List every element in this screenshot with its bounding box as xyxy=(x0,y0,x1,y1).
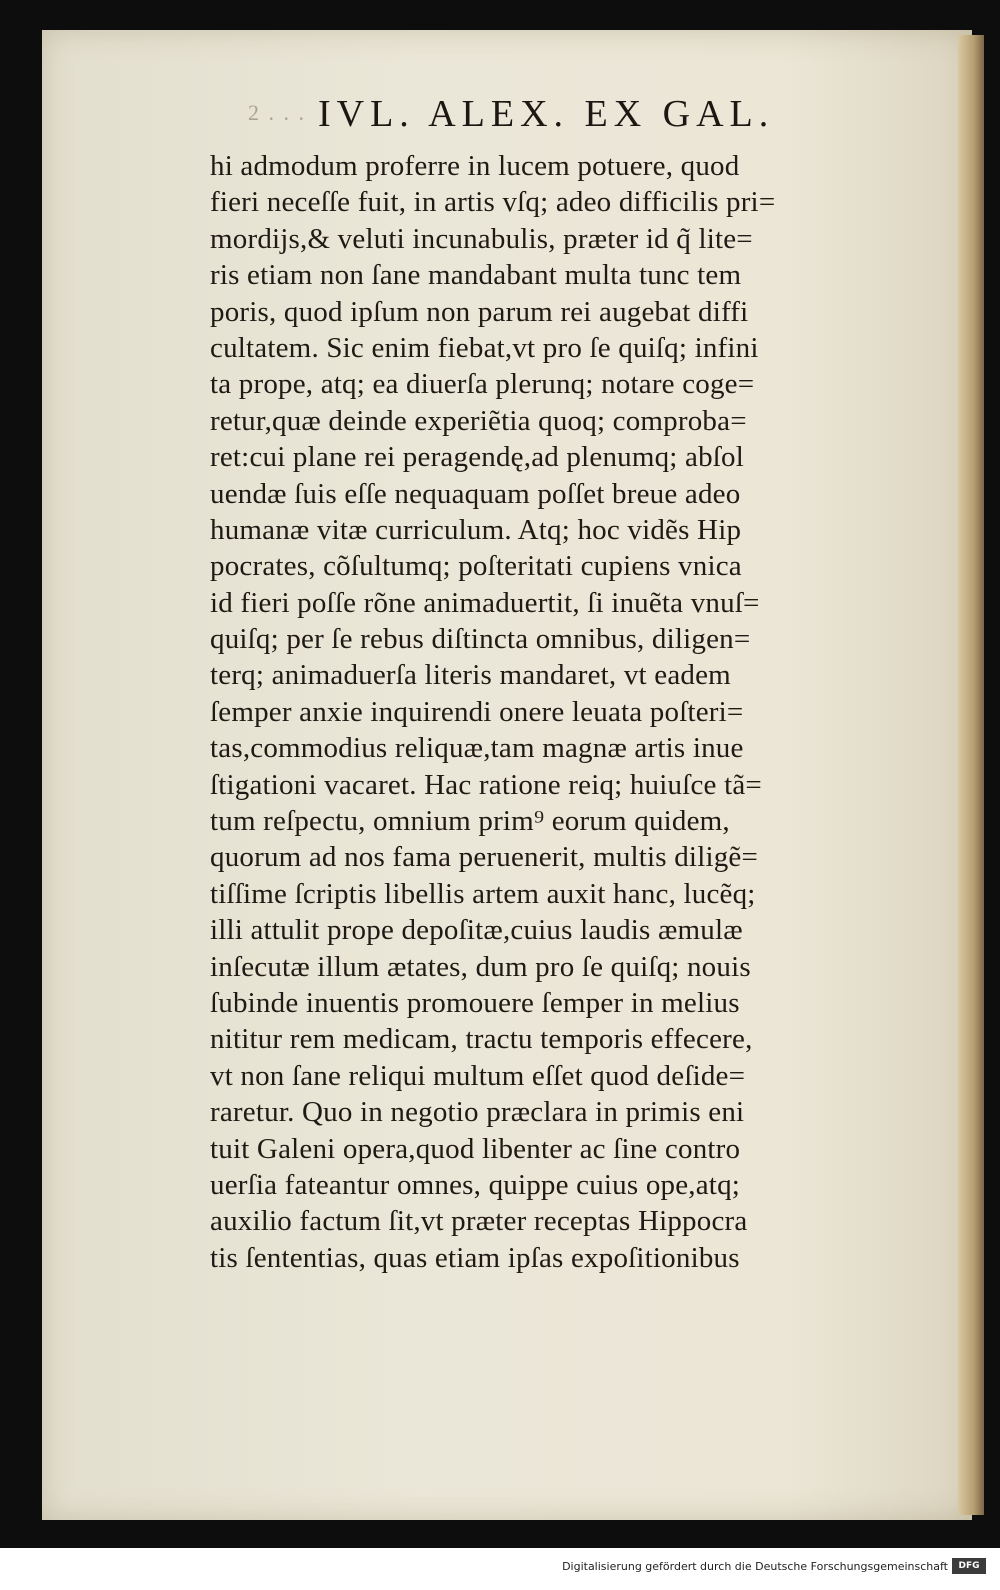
text-line: ta prope, atq; ea diuerſa plerunq; notare coge= xyxy=(210,368,755,401)
text-line: tis ſententias, quas etiam ipſas expoſitionibus xyxy=(210,1241,740,1274)
text-line: ris etiam non ſane mandabant multa tunc tem xyxy=(210,259,742,292)
book-page-edge xyxy=(958,35,984,1515)
text-line: terq; animaduerſa literis mandaret, vt eadem xyxy=(210,659,731,692)
text-line: hi admodum proferre in lucem potuere, quod xyxy=(210,150,740,182)
faint-page-number: 2 . . . xyxy=(248,100,306,125)
text-line: pocrates, cõſultumq; poſteritati cupiens vnica xyxy=(210,550,742,583)
funding-credit: Digitalisierung gefördert durch die Deutsche Forschungsgemeinschaft xyxy=(562,1560,948,1573)
text-line: tiſſime ſcriptis libellis artem auxit hanc, lucẽq; xyxy=(210,877,756,910)
footer-bar xyxy=(0,1548,1000,1590)
text-line: inſecutæ illum ætates, dum pro ſe quiſq; nouis xyxy=(210,950,751,983)
text-line: retur,quæ deinde experiẽtia quoq; comproba= xyxy=(210,404,747,437)
text-line: auxilio factum ſit,vt præter receptas Hippocra xyxy=(210,1205,748,1238)
text-line: illi attulit prope depoſitæ,cuius laudis æmulæ xyxy=(210,914,743,947)
text-line: quiſq; per ſe rebus diſtincta omnibus, diligen= xyxy=(210,623,751,656)
text-line: ret:cui plane rei peragendę,ad plenumq; abſol xyxy=(210,441,745,474)
text-line: ſtigationi vacaret. Hac ratione reiq; huiuſce tã= xyxy=(210,768,762,801)
text-line: humanæ vitæ curriculum. Atq; hoc vidẽs Hip xyxy=(210,513,742,546)
text-line: tas,commodius reliquæ,tam magnæ artis inue xyxy=(210,732,744,765)
text-line: tum reſpectu, omnium prim⁹ eorum quidem, xyxy=(210,805,730,838)
running-head: IVL. ALEX. EX GAL. xyxy=(318,93,775,135)
text-line: fieri neceſſe fuit, in artis vſq; adeo difficilis pri= xyxy=(210,186,776,219)
text-line: vt non ſane reliqui multum eſſet quod deſide= xyxy=(210,1059,746,1092)
dfg-logo-icon: DFG xyxy=(952,1558,986,1574)
text-line: quorum ad nos fama peruenerit, multis diligẽ= xyxy=(210,841,759,874)
text-line: raretur. Quo in negotio præclara in primis eni xyxy=(210,1096,745,1129)
text-line: uendæ ſuis eſſe nequaquam poſſet breue adeo xyxy=(210,477,741,510)
text-line: uerſia fateantur omnes, quippe cuius ope,atq; xyxy=(210,1168,741,1201)
text-line: nititur rem medicam, tractu temporis effecere, xyxy=(210,1023,753,1056)
text-line: mordijs,& veluti incunabulis, præter id q̃ lite= xyxy=(210,222,753,255)
text-line: ſemper anxie inquirendi onere leuata poſteri= xyxy=(210,695,744,728)
text-line: tuit Galeni opera,quod libenter ac ſine contro xyxy=(210,1132,741,1165)
text-line: id fieri poſſe rõne animaduertit, ſi inuẽta vnuſ= xyxy=(210,586,760,619)
text-line: poris, quod ipſum non parum rei augebat diffi xyxy=(210,295,749,328)
body-text xyxy=(210,148,900,1276)
text-line: cultatem. Sic enim fiebat,vt pro ſe quiſq; infini xyxy=(210,331,759,364)
text-line: ſubinde inuentis promouere ſemper in melius xyxy=(210,986,740,1019)
